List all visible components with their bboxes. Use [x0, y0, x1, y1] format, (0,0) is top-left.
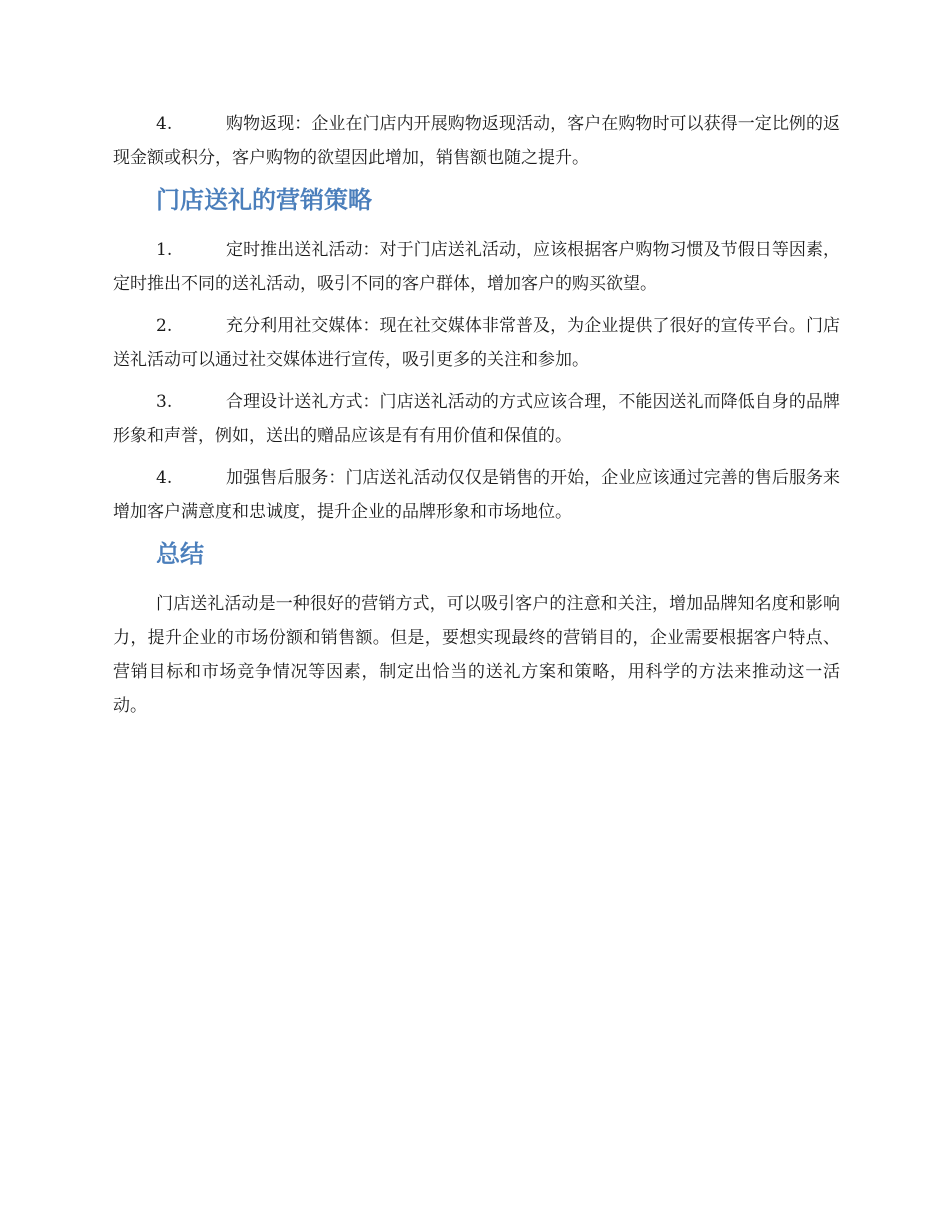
list-item-text: 定时推出送礼活动：对于门店送礼活动，应该根据客户购物习惯及节假日等因素，定时推出不同的送礼活动，吸引不同的客户群体，增加客户的购买欲望。 [113, 240, 840, 294]
list-item [113, 233, 840, 301]
list-item-number: 2. [156, 316, 173, 336]
list-item [113, 107, 840, 175]
list-item-number: 4. [156, 468, 173, 488]
list-item [113, 309, 840, 377]
list-item-number: 4. [156, 114, 173, 134]
list-item [113, 461, 840, 529]
list-item-text: 充分利用社交媒体：现在社交媒体非常普及，为企业提供了很好的宣传平台。门店送礼活动可以通过社交媒体进行宣传，吸引更多的关注和参加。 [113, 316, 840, 370]
list-item [113, 385, 840, 453]
list-item-text: 合理设计送礼方式：门店送礼活动的方式应该合理，不能因送礼而降低自身的品牌形象和声誉，例如，送出的赠品应该是有有用价值和保值的。 [113, 392, 840, 446]
list-item-number: 1. [156, 240, 173, 260]
list-item-number: 3. [156, 392, 173, 412]
summary-paragraph: 门店送礼活动是一种很好的营销方式，可以吸引客户的注意和关注，增加品牌知名度和影响力，提升企业的市场份额和销售额。但是，要想实现最终的营销目的，企业需要根据客户特点、营销目标和市场竞争情况等因素，制定出恰当的送礼方案和策略，用科学的方法来推动这一活动。 [113, 594, 840, 716]
document-body [113, 107, 840, 723]
section-heading-summary: 总结 [156, 540, 204, 568]
list-item-text: 购物返现：企业在门店内开展购物返现活动，客户在购物时可以获得一定比例的返现金额或积分，客户购物的欲望因此增加，销售额也随之提升。 [113, 114, 840, 168]
section-heading-marketing-strategy: 门店送礼的营销策略 [156, 186, 372, 214]
list-item-text: 加强售后服务：门店送礼活动仅仅是销售的开始，企业应该通过完善的售后服务来增加客户满意度和忠诚度，提升企业的品牌形象和市场地位。 [113, 468, 840, 522]
